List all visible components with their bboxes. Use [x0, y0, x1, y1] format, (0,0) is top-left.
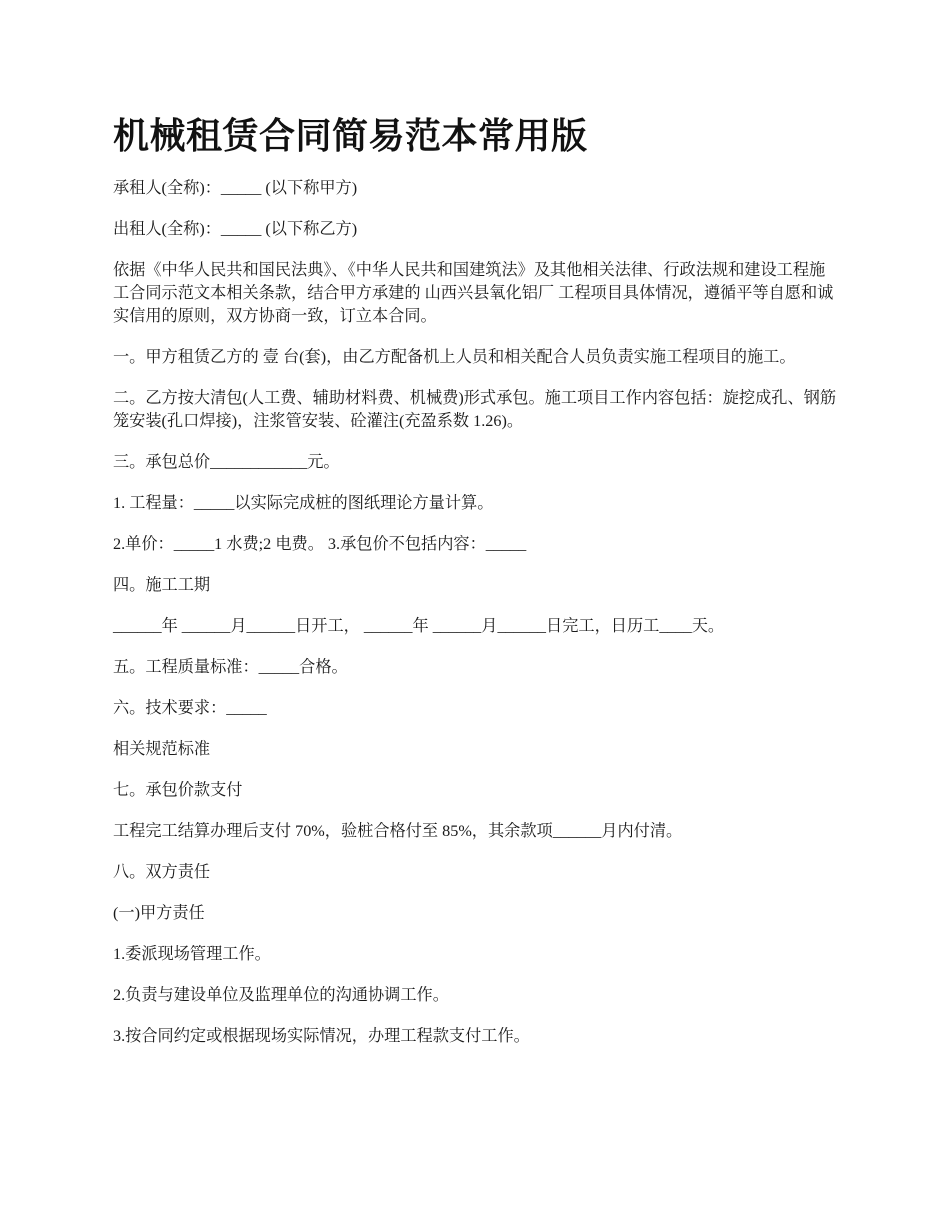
document-title: 机械租赁合同简易范本常用版 [113, 116, 588, 156]
clause-1-paragraph: 一。甲方租赁乙方的 壹 台(套)，由乙方配备机上人员和相关配合人员负责实施工程项目的施工。 [113, 348, 796, 366]
schedule-line: ______年 ______月______日开工， ______年 ______月______日完工，日历工____天。 [113, 617, 725, 635]
party-a-duty-1: 1.委派现场管理工作。 [113, 945, 271, 963]
lessor-line: 出租人(全称)：_____ (以下称乙方) [113, 220, 358, 238]
quantity-line: 1. 工程量：_____以实际完成桩的图纸理论方量计算。 [113, 494, 494, 512]
party-a-duty-2: 2.负责与建设单位及监理单位的沟通协调工作。 [113, 986, 449, 1004]
clause-6-paragraph: 六。技术要求：_____ [113, 699, 267, 717]
clause-2-paragraph: 二。乙方按大清包(人工费、辅助材料费、机械费)形式承包。施工项目工作内容包括：旋挖成孔、钢筋笼安装(孔口焊接)，注浆管安装、砼灌注(充盈系数 1.26)。 [113, 389, 837, 430]
payment-line: 工程完工结算办理后支付 70%，验桩合格付至 85%，其余款项______月内付清。 [113, 822, 683, 840]
lessee-line: 承租人(全称)：_____ (以下称甲方) [113, 179, 358, 197]
standards-line: 相关规范标准 [113, 740, 211, 758]
clause-7-heading: 七。承包价款支付 [113, 781, 243, 799]
clause-8-heading: 八。双方责任 [113, 863, 211, 881]
clause-5-paragraph: 五。工程质量标准：_____合格。 [113, 658, 348, 676]
preamble-paragraph: 依据《中华人民共和国民法典》、《中华人民共和国建筑法》及其他相关法律、行政法规和建设工程施工合同示范文本相关条款，结合甲方承建的 山西兴县氧化铝厂 工程项目具体情况，遵循平等自愿和诚实信用的原则，双方协商一致，订立本合同。 [113, 261, 834, 325]
party-a-heading: (一)甲方责任 [113, 904, 205, 922]
document-page [113, 108, 837, 1066]
clause-4-heading: 四。施工工期 [113, 576, 211, 594]
party-a-duty-3: 3.按合同约定或根据现场实际情况，办理工程款支付工作。 [113, 1027, 530, 1045]
clause-3-heading: 三。承包总价____________元。 [113, 453, 340, 471]
unit-price-line: 2.单价：_____1 水费;2 电费。 3.承包价不包括内容：_____ [113, 535, 527, 553]
